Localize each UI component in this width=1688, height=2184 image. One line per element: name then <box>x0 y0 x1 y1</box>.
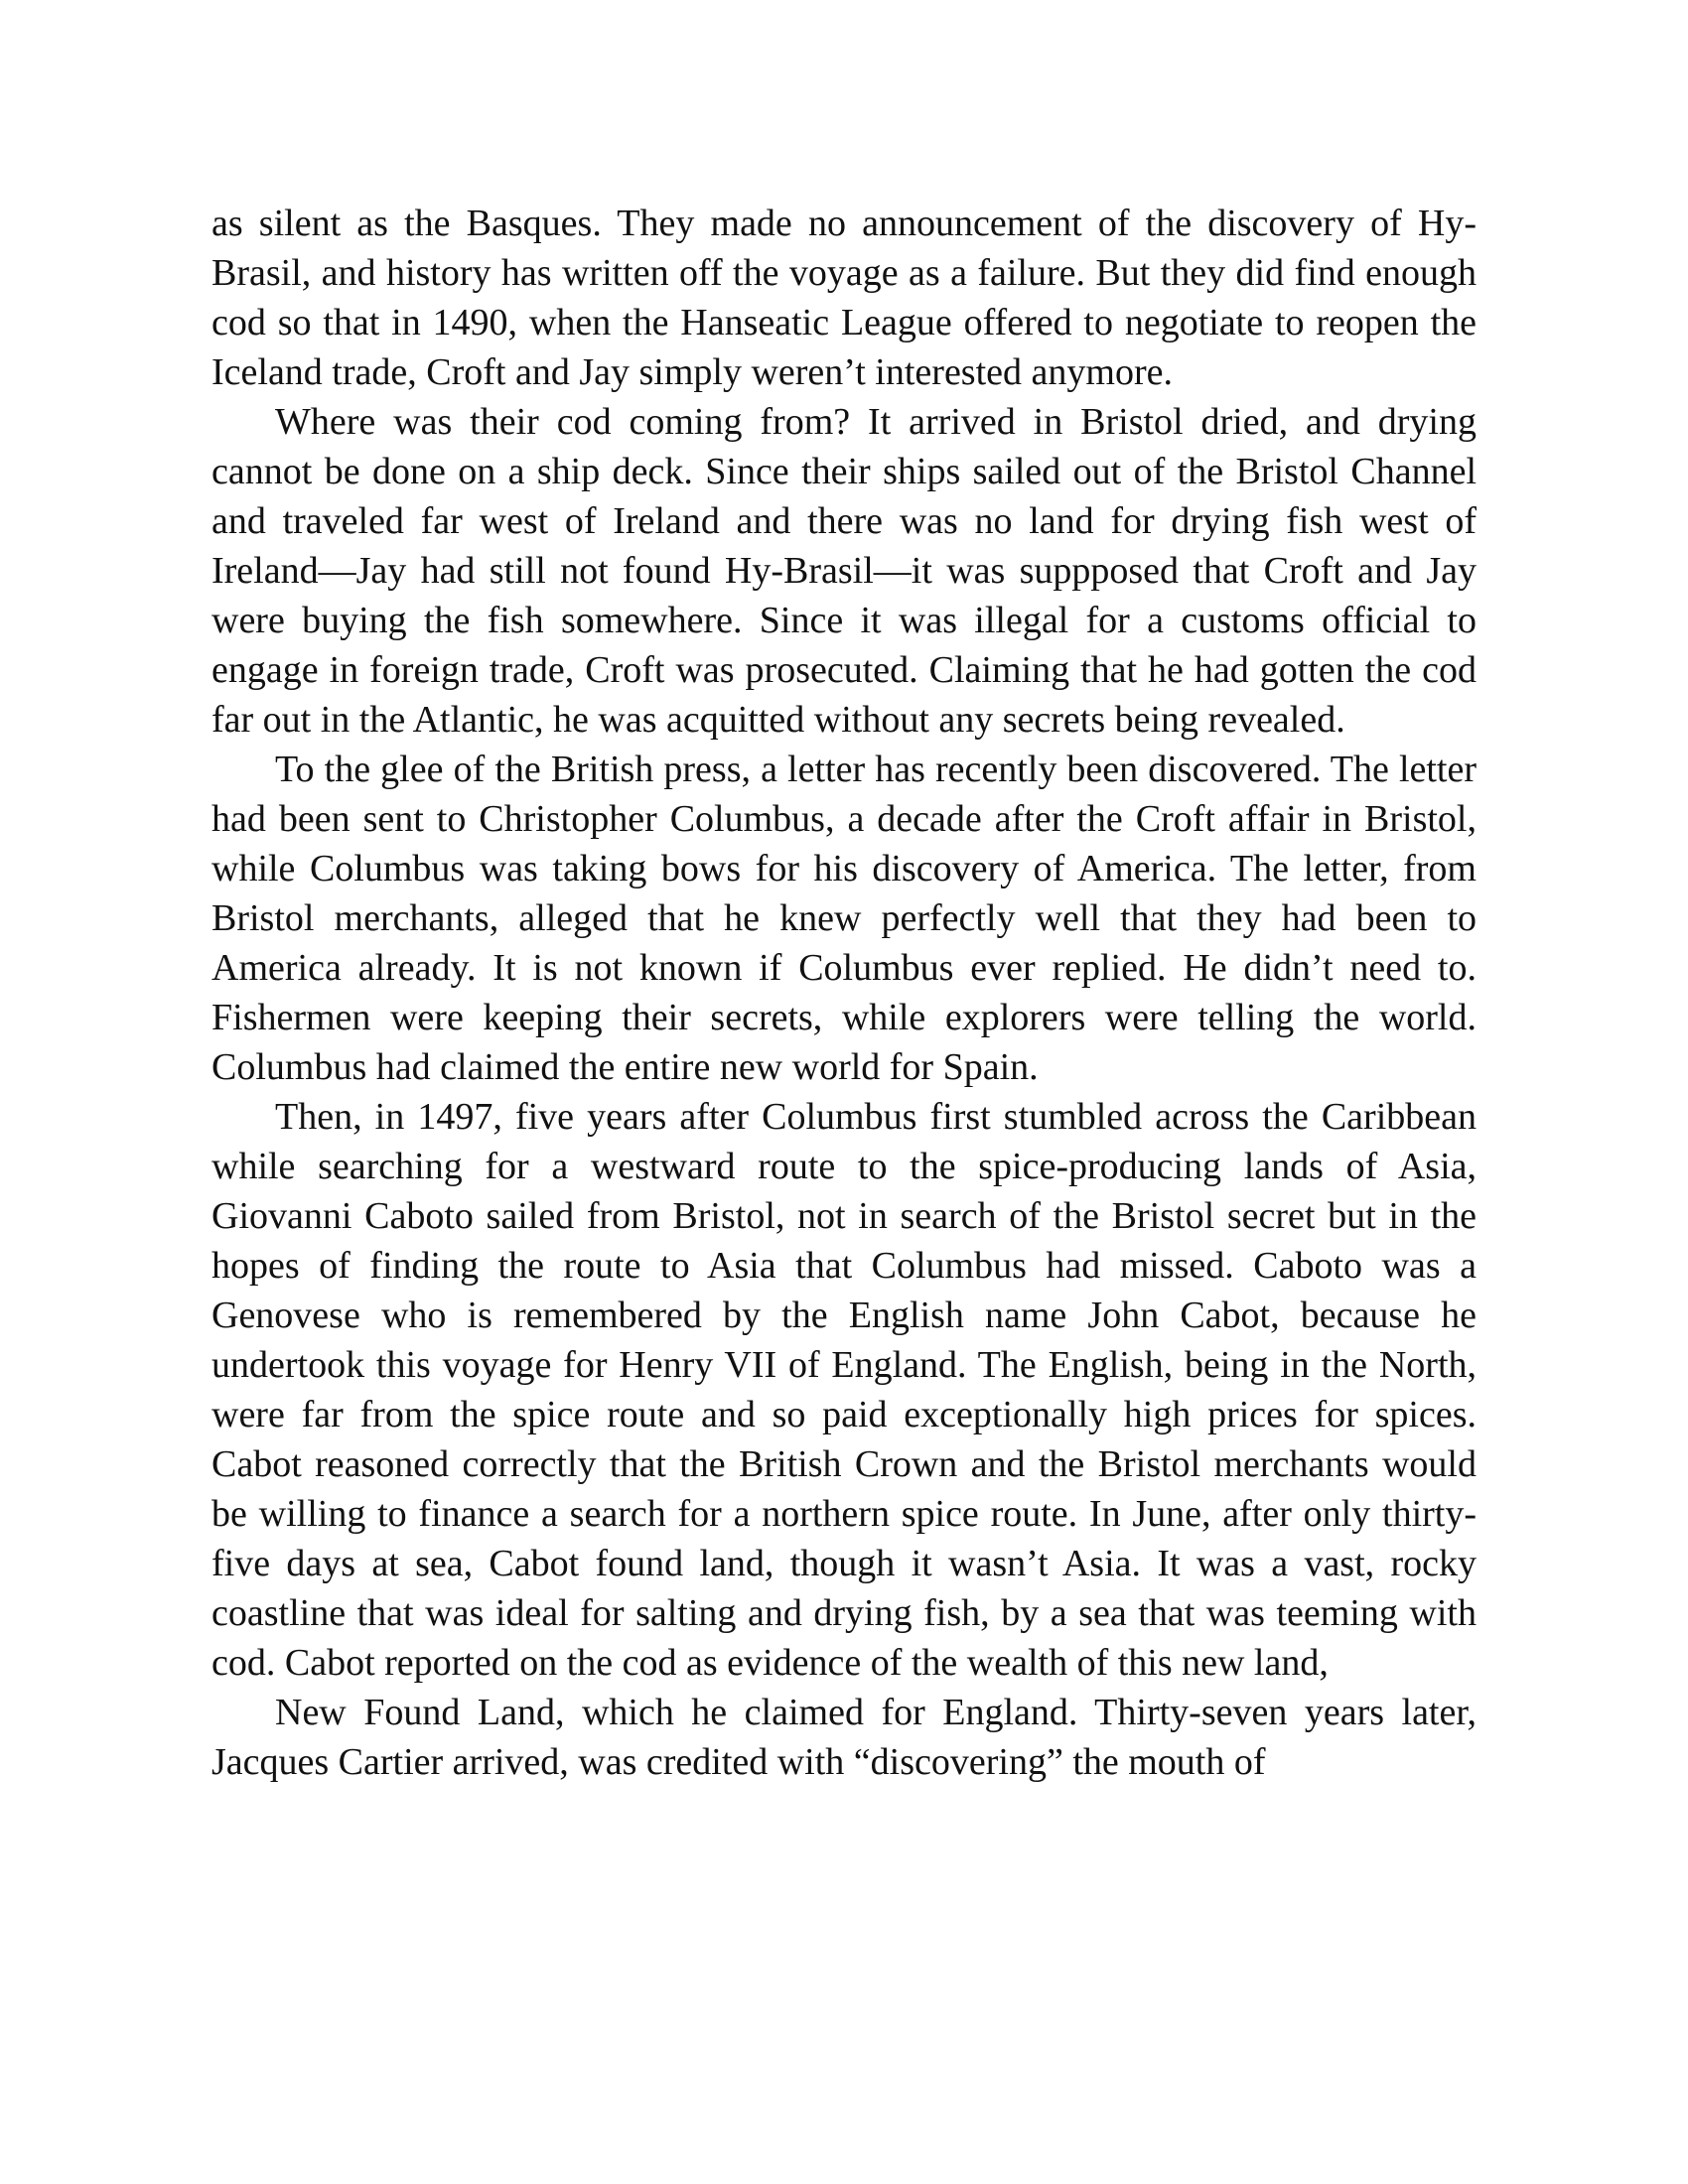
paragraph: New Found Land, which he claimed for England. Thirty-seven years later, Jacques Cartier arrived, was credited with “discovering” the mouth of <box>211 1692 1477 1783</box>
paragraph: as silent as the Basques. They made no announcement of the discovery of Hy-Brasil, and history has written off the voyage as a failure. But they did find enough cod so that in 1490, when the Hanseatic League offered to negotiate to reopen the Iceland trade, Croft and Jay simply weren’t interested anymore. <box>211 203 1477 393</box>
paragraph: Then, in 1497, five years after Columbus first stumbled across the Caribbean while searching for a westward route to the spice-producing lands of Asia, Giovanni Caboto sailed from Bristol, not in search of the Bristol secret but in the hopes of finding the route to Asia that Columbus had missed. Caboto was a Genovese who is remembered by the English name John Cabot, because he undertook this voyage for Henry VII of England. The English, being in the North, were far from the spice route and so paid exceptionally high prices for spices. Cabot reasoned correctly that the British Crown and the Bristol merchants would be willing to finance a search for a northern spice route. In June, after only thirty-five days at sea, Cabot found land, though it wasn’t Asia. It was a vast, rocky coastline that was ideal for salting and drying fish, by a sea that was teeming with cod. Cabot reported on the cod as evidence of the wealth of this new land, <box>211 1096 1477 1684</box>
paragraph: To the glee of the British press, a letter has recently been discovered. The letter had been sent to Christopher Columbus, a decade after the Croft affair in Bristol, while Columbus was taking bows for his discovery of America. The letter, from Bristol merchants, alleged that he knew perfectly well that they had been to America already. It is not known if Columbus ever replied. He didn’t need to. Fishermen were keeping their secrets, while explorers were telling the world. Columbus had claimed the entire new world for Spain. <box>211 749 1477 1088</box>
paragraph: Where was their cod coming from? It arrived in Bristol dried, and drying cannot be done on a ship deck. Since their ships sailed out of the Bristol Channel and traveled far west of Ireland and there was no land for drying fish west of Ireland—Jay had still not found Hy-Brasil—it was suppposed that Croft and Jay were buying the fish somewhere. Since it was illegal for a customs official to engage in foreign trade, Croft was prosecuted. Claiming that he had gotten the cod far out in the Atlantic, he was acquitted without any secrets being revealed. <box>211 401 1477 741</box>
page-body <box>211 199 1477 1787</box>
